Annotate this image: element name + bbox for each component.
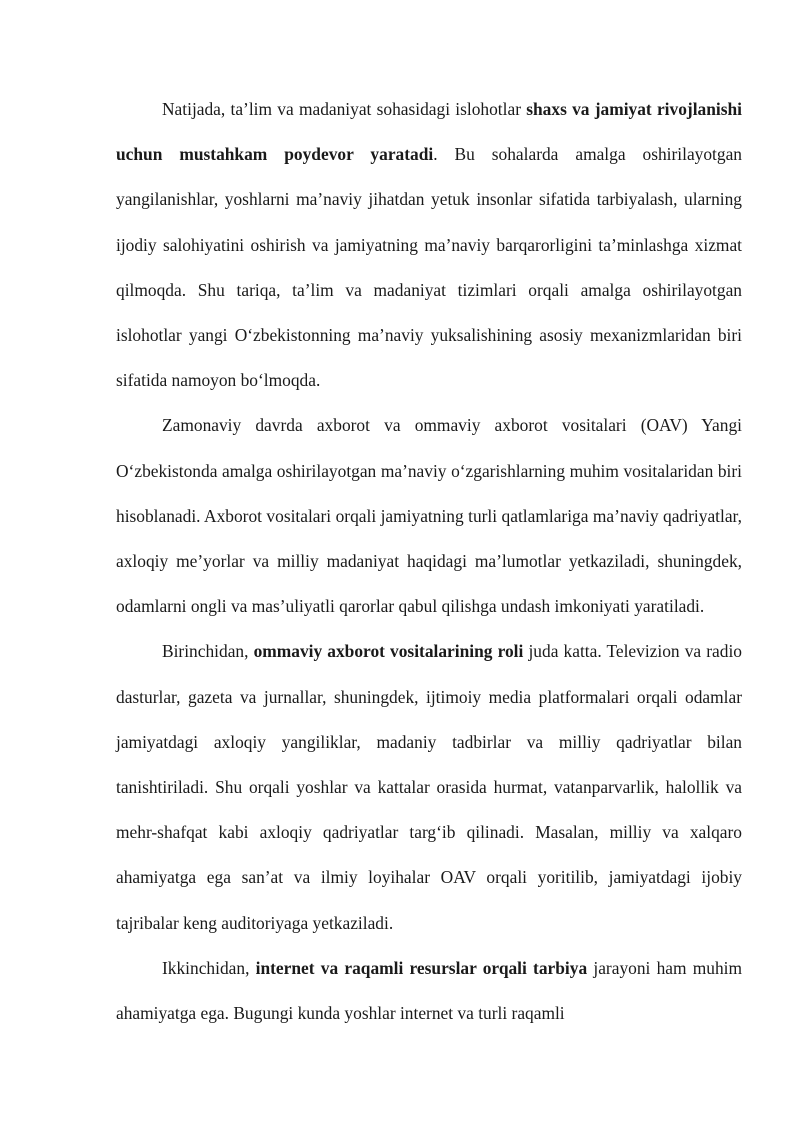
- paragraph-1-text-end: . Bu sohalarda amalga oshirilayotgan yangilanishlar, yoshlarni ma’naviy jihatdan yetuk insonlar sifatida tarbiyalash, ularning ijodiy salohiyatini oshirish va jamiyatning ma’naviy barqarorligini ta’minlashga xizmat qilmoqda. Shu tariqa, ta’lim va madaniyat tizimlari orqali amalga oshirilayotgan islohotlar yangi O‘zbekistonning ma’naviy yuksalishining asosiy mexanizmlaridan biri sifatida namoyon bo‘lmoqda.: [116, 144, 742, 391]
- paragraph-1-text: Natijada, ta’lim va madaniyat sohasidagi islohotlar: [162, 99, 527, 119]
- paragraph-4-text-end: jarayoni ham muhim ahamiyatga ega. Bugungi kunda yoshlar internet va turli raqamli: [116, 957, 743, 1024]
- paragraph-4-bold-phrase: internet va raqamli resurslar orqali tarbiya: [255, 957, 588, 978]
- paragraph-1: [116, 87, 742, 403]
- paragraph-2: [116, 403, 742, 629]
- paragraph-3-bold-phrase: ommaviy axborot vositalarining roli: [253, 641, 524, 662]
- paragraph-3-text-end: juda katta. Televizion va radio dasturlar, gazeta va jurnallar, shuningdek, ijtimoiy media platformalari orqali odamlar jamiyatdagi axloqiy yangiliklar, madaniy tadbirlar va milliy qadriyatlar bilan tanishtiriladi. Shu orqali yoshlar va kattalar orasida hurmat, vatanparvarlik, halollik va mehr-shafqat kabi axloqiy qadriyatlar targ‘ib qilinadi. Masalan, milliy va xalqaro ahamiyatga ega san’at va ilmiy loyihalar OAV orqali yoritilib, jamiyatdagi ijobiy tajribalar keng auditoriyaga yetkaziladi.: [116, 641, 742, 933]
- paragraph-4-text: Ikkinchidan,: [162, 957, 256, 978]
- paragraph-3: [116, 629, 742, 945]
- paragraph-1-bold-phrase: shaxs va jamiyat rivojlanishi uchun mustahkam poydevor yaratadi: [116, 99, 742, 165]
- paragraph-3-text: Birinchidan,: [162, 641, 254, 662]
- paragraph-4: [116, 946, 742, 1036]
- document-page: [116, 87, 742, 1036]
- paragraph-2-text: Zamonaviy davrda axborot va ommaviy axborot vositalari (OAV) Yangi O‘zbekistonda amalga oshirilayotgan ma’naviy o‘zgarishlarning muhim vositalaridan biri hisoblanadi. Axborot vositalari orqali jamiyatning turli qatlamlariga ma’naviy qadriyatlar, axloqiy me’yorlar va milliy madaniyat haqidagi ma’lumotlar yetkaziladi, shuningdek, odamlarni ongli va mas’uliyatli qarorlar qabul qilishga undash imkoniyati yaratiladi.: [116, 415, 742, 617]
